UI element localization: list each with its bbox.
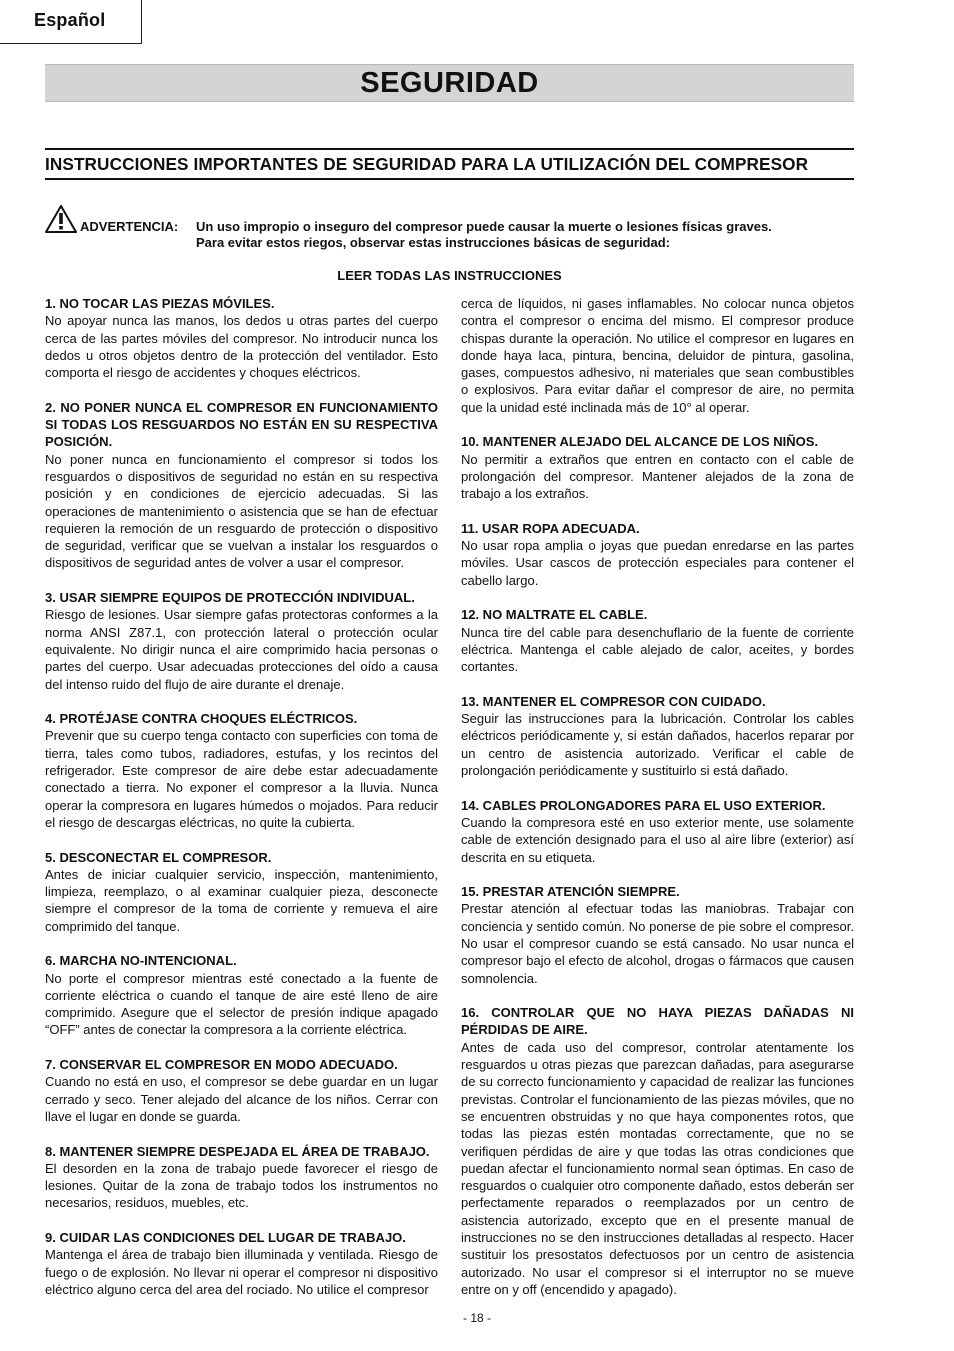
item-title: 3. USAR SIEMPRE EQUIPOS DE PROTECCIÓN INDIVIDUAL. bbox=[45, 590, 415, 606]
item-title: 12. NO MALTRATE EL CABLE. bbox=[461, 607, 648, 623]
section-heading-box bbox=[45, 148, 854, 180]
safety-item-15 bbox=[461, 883, 854, 987]
item-title: 7. CONSERVAR EL COMPRESOR EN MODO ADECUADO. bbox=[45, 1057, 398, 1073]
safety-item-2 bbox=[45, 399, 438, 572]
safety-item-8 bbox=[45, 1143, 438, 1212]
item-title: 2. NO PONER NUNCA EL COMPRESOR EN FUNCIONAMIENTO SI TODAS LOS RESGUARDOS NO ESTÁN EN SU RESPECTIVA POSICIÓN. bbox=[45, 399, 438, 450]
safety-item-4 bbox=[45, 710, 438, 831]
safety-item-3 bbox=[45, 589, 438, 693]
safety-item-6 bbox=[45, 952, 438, 1038]
item-text: No usar ropa amplia o joyas que puedan enredarse en las partes móviles. Usar cascos de protección especiales para contener el cabello largo. bbox=[461, 538, 854, 588]
safety-item-16 bbox=[461, 1004, 854, 1298]
warning-line-1: Un uso impropio o inseguro del compresor puede causar la muerte o lesiones físicas graves. bbox=[196, 219, 772, 234]
read-all-instructions: LEER TODAS LAS INSTRUCCIONES bbox=[337, 268, 562, 283]
item-text: No apoyar nunca las manos, los dedos u otras partes del cuerpo cerca de las partes móviles del compresor. No introducir nunca los dedos u otros objetos dentro de la protección del ventilador. Esto comporta el riesgo de accidentes y choques eléctricos. bbox=[45, 313, 438, 381]
safety-item-5 bbox=[45, 849, 438, 935]
item-title: 14. CABLES PROLONGADORES PARA EL USO EXTERIOR. bbox=[461, 797, 826, 813]
safety-item-14 bbox=[461, 797, 854, 866]
warning-line-2: Para evitar estos riegos, observar estas instrucciones básicas de seguridad: bbox=[196, 235, 670, 250]
warning-triangle-icon bbox=[45, 205, 77, 233]
warning-text bbox=[196, 219, 856, 251]
safety-item-11 bbox=[461, 520, 854, 589]
warning-label: ADVERTENCIA: bbox=[80, 219, 179, 234]
item-text: cerca de líquidos, ni gases inflamables. No colocar nunca objetos contra el compresor o encima del mismo. El compresor produce chispas durante la operación. No utilice el compresor en lugares en donde haya laca, pintura, bencina, deluidor de pintura, gasolina, gases, compuestos adhesivo, ni materiales que sean combustibles o explosivos. Para evitar dañar el compresor de aire, no permita que la unidad esté inclinada más de 10° al operar. bbox=[461, 296, 854, 415]
page-title-bar bbox=[45, 64, 854, 102]
item-text: Seguir las instrucciones para la lubricación. Controlar los cables eléctricos periódicamente y, si están dañados, hacerlos reparar por un centro de asistencia autorizado. Verificar el cable de prolongación periódicamente y sustituirlo si está dañado. bbox=[461, 711, 854, 779]
item-text: Prestar atención al efectuar todas las maniobras. Trabajar con conciencia y sentido común. No ponerse de pie sobre el compresor. No usar el compresor cuando se está cansado. No usar nunca el compresor bajo el efecto de alcohol, drogas o fármacos que causen somnolencia. bbox=[461, 901, 854, 986]
item-text: Prevenir que su cuerpo tenga contacto con superficies con toma de tierra, tales como tubos, radiadores, estufas, y los recintos del refrigerador. Este compresor de aire debe estar adecuadamente conectado a tierra. No exponer el compresor a la lluvia. Nunca operar la compresora en lugares húmedos o mojados. Para reducir el riesgo de descargas eléctricas, no quite la cubierta. bbox=[45, 728, 438, 830]
right-column bbox=[461, 295, 854, 1316]
safety-item-9 bbox=[45, 1229, 438, 1298]
item-title: 15. PRESTAR ATENCIÓN SIEMPRE. bbox=[461, 884, 680, 900]
safety-item-12 bbox=[461, 606, 854, 675]
safety-item-7 bbox=[45, 1056, 438, 1125]
item-text: No poner nunca en funcionamiento el compresor si todos los resguardos o dispositivos de seguridad no están en su respectiva posición y en condiciones de ejercicio adecuadas. Si las operaciones de mantenimiento o asistencia que se han de efectuar requieren la remoción de un resguardo de protección o dispositivo de seguridad, verificar que se vuelvan a instalar los resguardos o dispositivos de seguridad antes de volver a usar el compresor. bbox=[45, 451, 438, 571]
page-title: SEGURIDAD bbox=[360, 67, 539, 99]
item-title: 1. NO TOCAR LAS PIEZAS MÓVILES. bbox=[45, 296, 275, 311]
item-text: Cuando la compresora esté en uso exterior mente, use solamente cable de extención designado para el uso al aire libre (exterior) así descrita en su etiqueta. bbox=[461, 814, 854, 865]
safety-item-10 bbox=[461, 433, 854, 502]
item-title: 6. MARCHA NO-INTENCIONAL. bbox=[45, 953, 237, 969]
item-text: Antes de iniciar cualquier servicio, inspección, mantenimiento, limpieza, reemplazo, o al examinar cualquier pieza, desconecte siempre el compresor de la toma de corriente y remueva el aire comprimido del tanque. bbox=[45, 866, 438, 934]
item-title: 8. MANTENER SIEMPRE DESPEJADA EL ÁREA DE TRABAJO. bbox=[45, 1143, 430, 1159]
section-heading: INSTRUCCIONES IMPORTANTES DE SEGURIDAD PARA LA UTILIZACIÓN DEL COMPRESOR bbox=[45, 154, 809, 174]
item-text: No porte el compresor mientras esté conectado a la fuente de corriente eléctrica o cuando el tanque de aire esté lleno de aire comprimido. Asegure que el selector de presión indique apagado “OFF” antes de conectar la compresora a la corriente eléctrica. bbox=[45, 970, 438, 1038]
item-title: 13. MANTENER EL COMPRESOR CON CUIDADO. bbox=[461, 693, 766, 709]
safety-item-13 bbox=[461, 693, 854, 779]
item-text: Antes de cada uso del compresor, controlar atentamente los resguardos u otras piezas que parezcan dañadas, para asegurarse de su correcto funcionamiento y capacidad de realizar las funciones previstas. Controlar el funcionamiento de las piezas móviles, que no se encuentren obstruidas y no que haya componentes rotos, que todas las piezas estén montadas correctamente, que no se verifiquen pérdidas de aire y que todas las otras condiciones que puedan afectar el funcionamiento normal sean óptimas. En caso de resguardos o cualquier otro componente dañado, estos deberán ser perfectamente reparados o reemplazados por un centro de asistencia autorizado, excepto que en el presente manual de instrucciones no se den instrucciones detalladas al respecto. Hacer sustituir los presostatos defectuosos por un centro de asistencia autorizado. No usar el compresor si el interruptor no se mueve entre on y off (encendido y apagado). bbox=[461, 1039, 854, 1297]
item-text: No permitir a extraños que entren en contacto con el cable de prolongación del compresor. Mantener alejados de la zona de trabajo a los extraños. bbox=[461, 451, 854, 502]
left-column bbox=[45, 295, 438, 1316]
item-text: El desorden en la zona de trabajo puede favorecer el riesgo de lesiones. Quitar de la zona de trabajo todos los instrumentos no necesarios, residuos, muebles, etc. bbox=[45, 1160, 438, 1211]
item-text: Nunca tire del cable para desenchuflario de la fuente de corriente eléctrica. Mantenga el cable alejado de calor, aceites, y bordes cortantes. bbox=[461, 624, 854, 675]
safety-item-9-continued bbox=[461, 295, 854, 416]
page-number: - 18 - bbox=[462, 1311, 491, 1325]
item-title: 10. MANTENER ALEJADO DEL ALCANCE DE LOS NIÑOS. bbox=[461, 434, 819, 450]
item-text: Riesgo de lesiones. Usar siempre gafas protectoras conformes a la norma ANSI Z87.1, con protección lateral o protección ocular equivalente. No dirigir nunca el aire comprimido hacia personas o partes del cuerpo. Usar adecuadas protecciones del oído a causa del intenso ruido del flujo de aire durante el drenaje. bbox=[45, 607, 438, 692]
safety-item-1 bbox=[45, 295, 438, 381]
item-title: 4. PROTÉJASE CONTRA CHOQUES ELÉCTRICOS. bbox=[45, 711, 358, 727]
item-text: Mantenga el área de trabajo bien illuminada y ventilada. Riesgo de fuego o de explosión. No llevar ni operar el compresor ni dispositivo eléctrico alguno cerca del area del rociado. No utilice el compresor bbox=[45, 1247, 438, 1297]
language-tab bbox=[0, 0, 142, 44]
item-title: 11. USAR ROPA ADECUADA. bbox=[461, 520, 640, 536]
item-title: 16. CONTROLAR QUE NO HAYA PIEZAS DAÑADAS NI PÉRDIDAS DE AIRE. bbox=[461, 1005, 854, 1038]
item-title: 5. DESCONECTAR EL COMPRESOR. bbox=[45, 849, 272, 865]
language-label: Español bbox=[34, 10, 106, 30]
item-text: Cuando no está en uso, el compresor se debe guardar en un lugar cerrado y seco. Tener alejado del alcance de los niños. Cerrar con llave el lugar en donde se guarda. bbox=[45, 1074, 438, 1124]
item-title: 9. CUIDAR LAS CONDICIONES DEL LUGAR DE TRABAJO. bbox=[45, 1230, 406, 1246]
